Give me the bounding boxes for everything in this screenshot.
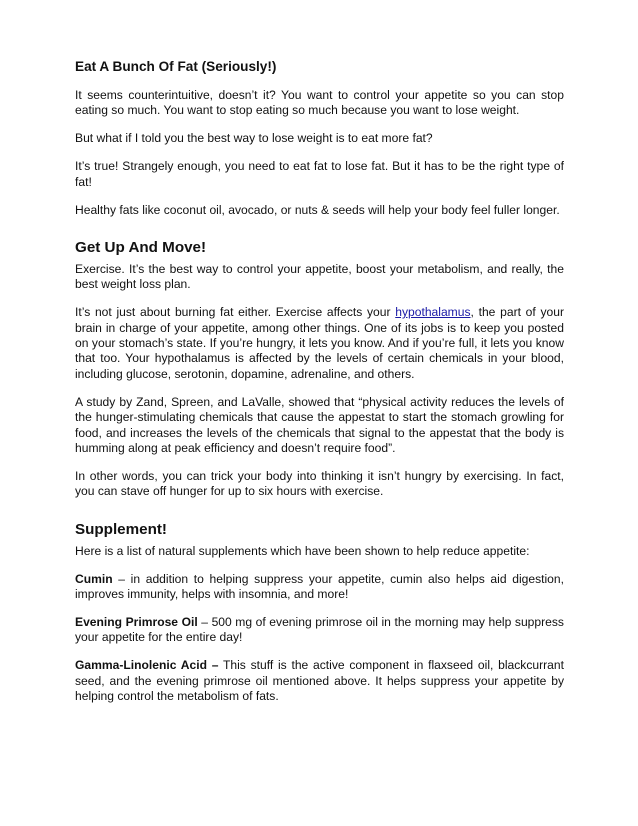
paragraph: Healthy fats like coconut oil, avocado, or nuts & seeds will help your body feel fuller longer.	[75, 202, 560, 217]
supplement-name: Evening Primrose Oil	[75, 614, 198, 629]
paragraph: Exercise. It’s the best way to control your appetite, boost your metabolism, and really, the best weight loss plan.	[75, 261, 564, 292]
section-heading-supplement: Supplement!	[75, 520, 167, 538]
section-heading-get-up: Get Up And Move!	[75, 238, 207, 256]
supplement-item-cumin	[75, 572, 564, 603]
paragraph: It seems counterintuitive, doesn’t it? You want to control your appetite so you can stop eating so much. You want to stop eating so much because you want to lose weight.	[75, 88, 564, 118]
paragraph: But what if I told you the best way to lose weight is to eat more fat?	[75, 131, 433, 146]
supplement-item-evening-primrose-oil	[75, 615, 564, 646]
paragraph: A study by Zand, Spreen, and LaValle, showed that “physical activity reduces the levels of the hunger-stimulating chemicals that cause the appestat to start the stomach growling for food, and increases the levels of the chemicals that signal to the appestat that the body is humming along at peak efficiency and doesn’t require food”.	[75, 394, 564, 455]
paragraph: Here is a list of natural supplements which have been shown to help reduce appetite:	[75, 543, 530, 558]
supplement-name: Cumin	[75, 571, 113, 586]
text-span: , the part of your brain in charge of your appetite, among other things. One of its jobs is to keep you posted on your stomach’s state. If you’re hungry, it lets you know. And if you’re full, it lets you know that too. Your hypothalamus is affected by the levels of certain chemicals in your blood, including glucose, serotonin, dopamine, adrenaline, and others.	[75, 305, 564, 381]
supplement-text: – 500 mg of evening primrose oil in the morning may help suppress your appetite for the entire day!	[75, 614, 564, 645]
supplement-item-gamma-linolenic-acid	[75, 658, 564, 704]
supplement-name: Gamma-Linolenic Acid –	[75, 658, 219, 673]
paragraph-hypothalamus	[75, 305, 564, 382]
text-span: It’s not just about burning fat either. Exercise affects your	[75, 305, 396, 320]
document-page	[75, 58, 564, 717]
paragraph: It’s true! Strangely enough, you need to eat fat to lose fat. But it has to be the right type of fat!	[75, 159, 564, 189]
supplement-text: – in addition to helping suppress your appetite, cumin also helps aid digestion, improves immunity, helps with insomnia, and more!	[75, 571, 564, 602]
paragraph: In other words, you can trick your body into thinking it isn’t hungry by exercising. In fact, you can stave off hunger for up to six hours with exercise.	[75, 468, 564, 499]
supplement-text: This stuff is the active component in flaxseed oil, blackcurrant seed, and the evening primrose oil mentioned above. It helps suppress your appetite by helping control the metabolism of fats.	[75, 658, 564, 704]
section-heading-eat-fat: Eat A Bunch Of Fat (Seriously!)	[75, 59, 277, 74]
hypothalamus-link[interactable]: hypothalamus	[395, 305, 471, 320]
